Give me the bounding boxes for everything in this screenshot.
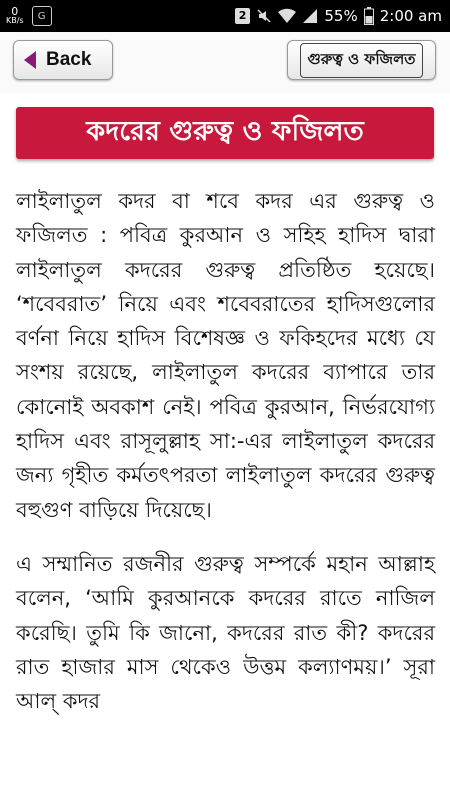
back-button-label: Back xyxy=(46,49,92,70)
status-left xyxy=(6,6,52,26)
back-arrow-icon xyxy=(24,51,36,69)
translate-icon: G xyxy=(32,6,52,26)
clock: 2:00 am xyxy=(379,7,442,25)
notification-count-badge: 2 xyxy=(235,8,251,24)
network-speed xyxy=(6,7,24,25)
wifi-icon xyxy=(278,8,296,24)
signal-icon xyxy=(302,8,318,24)
topic-button[interactable] xyxy=(287,40,436,80)
battery-percent: 55% xyxy=(324,7,358,25)
status-bar xyxy=(0,0,450,32)
article-paragraph: লাইলাতুল কদর বা শবে কদর এর গুরুত্ব ও ফজিলত : পবিত্র কুরআন ও সহিহ হাদিস দ্বারা লাইলাতুল কদরের গুরুত্ব প্রতিষ্ঠিত হয়েছে। ‘শবেবরাত’ নিয়ে এবং শবেবরাতের হাদিসগুলোর বর্ণনা নিয়ে হাদিস বিশেষজ্ঞ ও ফকিহদের মধ্যে যে সংশয় রয়েছে, লাইলাতুল কদরের ব্যাপারে তার কোনোই অবকাশ নেই। পবিত্র কুরআন, নির্ভরযোগ্য হাদিস এবং রাসূলুল্লাহ সা:-এর লাইলাতুল কদরের জন্য গৃহীত কর্মতৎপরতা লাইলাতুল কদরের গুরুত্ব বহুগুণ বাড়িয়ে দিয়েছে। xyxy=(16,189,435,522)
status-right xyxy=(235,7,442,25)
page-title: কদরের গুরুত্ব ও ফজিলত xyxy=(16,107,434,159)
article-paragraph: এ সম্মানিত রজনীর গুরুত্ব সম্পর্কে মহান আল্লাহ বলেন, ‘আমি কুরআনকে কদরের রাতে নাজিল করেছি। তুমি কি জানো, কদরের রাত কী? কদরের রাত হাজার মাস থেকেও উত্তম কল্যাণময়।’ সূরা আল্ কদর xyxy=(16,551,435,714)
article-body xyxy=(16,184,435,738)
mute-icon xyxy=(256,8,272,24)
app-toolbar xyxy=(0,32,450,94)
battery-icon xyxy=(364,7,374,25)
network-speed-unit: KB/s xyxy=(6,16,24,25)
topic-button-label: গুরুত্ব ও ফজিলত xyxy=(300,43,422,78)
network-speed-value: 0 xyxy=(11,5,19,18)
back-button[interactable] xyxy=(13,40,113,80)
